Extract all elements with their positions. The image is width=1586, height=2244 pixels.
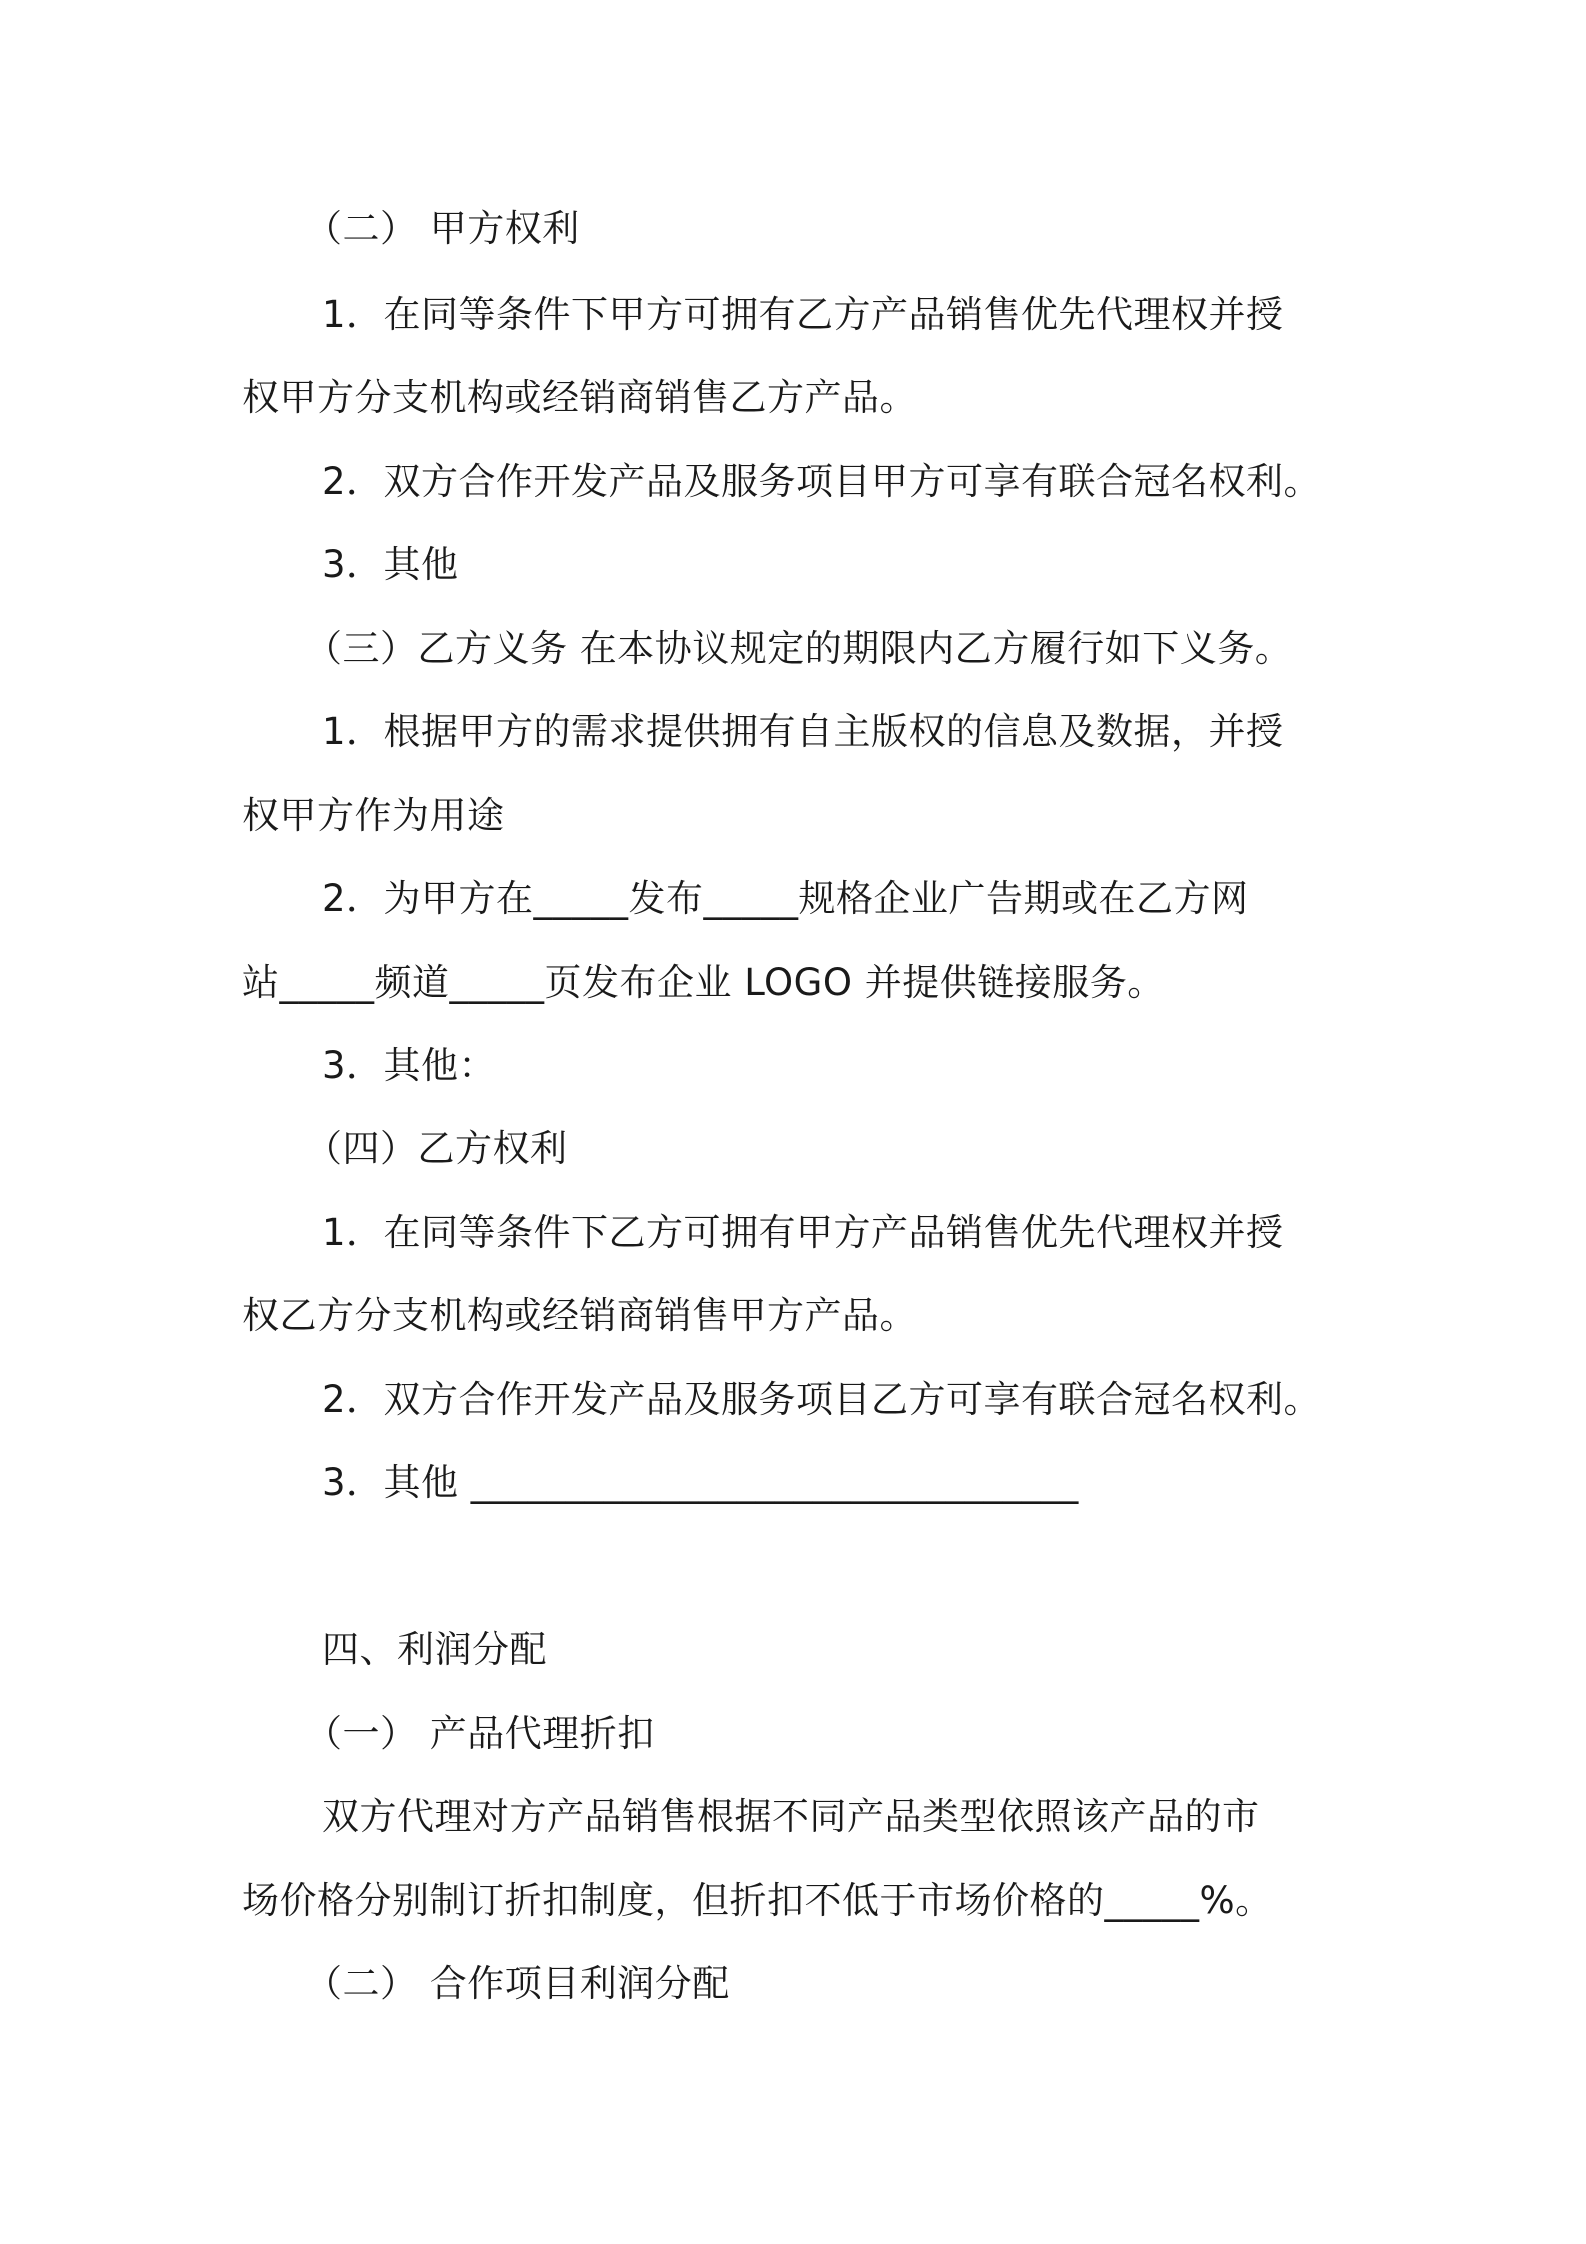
section-heading-product-agency-discount: （一） 产品代理折扣 (305, 1712, 655, 1755)
paragraph-line: 2．双方合作开发产品及服务项目乙方可享有联合冠名权利。 (322, 1378, 1322, 1421)
paragraph-line: 权甲方分支机构或经销商销售乙方产品。 (242, 376, 917, 419)
paragraph-line: 1．在同等条件下甲方可拥有乙方产品销售优先代理权并授 (322, 293, 1284, 336)
paragraph-line: 3．其他 (322, 543, 459, 586)
paragraph-line: 双方代理对方产品销售根据不同产品类型依照该产品的市 (322, 1795, 1260, 1838)
paragraph-line: 2．为甲方在_____发布_____规格企业广告期或在乙方网 (322, 877, 1249, 920)
paragraph-line: 1．根据甲方的需求提供拥有自主版权的信息及数据，并授 (322, 710, 1284, 753)
paragraph-line: 站_____频道_____页发布企业 LOGO 并提供链接服务。 (242, 961, 1165, 1004)
paragraph-line: 3．其他： (322, 1044, 497, 1087)
paragraph-line: 2．双方合作开发产品及服务项目甲方可享有联合冠名权利。 (322, 460, 1322, 503)
paragraph-line: 3．其他 ________________________________ (322, 1461, 1079, 1504)
section-heading-party-a-rights: （二） 甲方权利 (305, 207, 580, 250)
paragraph-line: 1．在同等条件下乙方可拥有甲方产品销售优先代理权并授 (322, 1211, 1284, 1254)
section-heading-project-profit-distribution: （二） 合作项目利润分配 (305, 1962, 730, 2005)
paragraph-line: 权乙方分支机构或经销商销售甲方产品。 (242, 1294, 917, 1337)
paragraph-line: 权甲方作为用途 (242, 794, 505, 837)
section-heading-party-b-obligations: （三）乙方义务 在本协议规定的期限内乙方履行如下义务。 (305, 627, 1293, 670)
section-heading-profit-distribution: 四、利润分配 (322, 1628, 547, 1671)
paragraph-line: 场价格分别制订折扣制度，但折扣不低于市场价格的_____%。 (242, 1879, 1273, 1922)
section-heading-party-b-rights: （四）乙方权利 (305, 1127, 568, 1170)
